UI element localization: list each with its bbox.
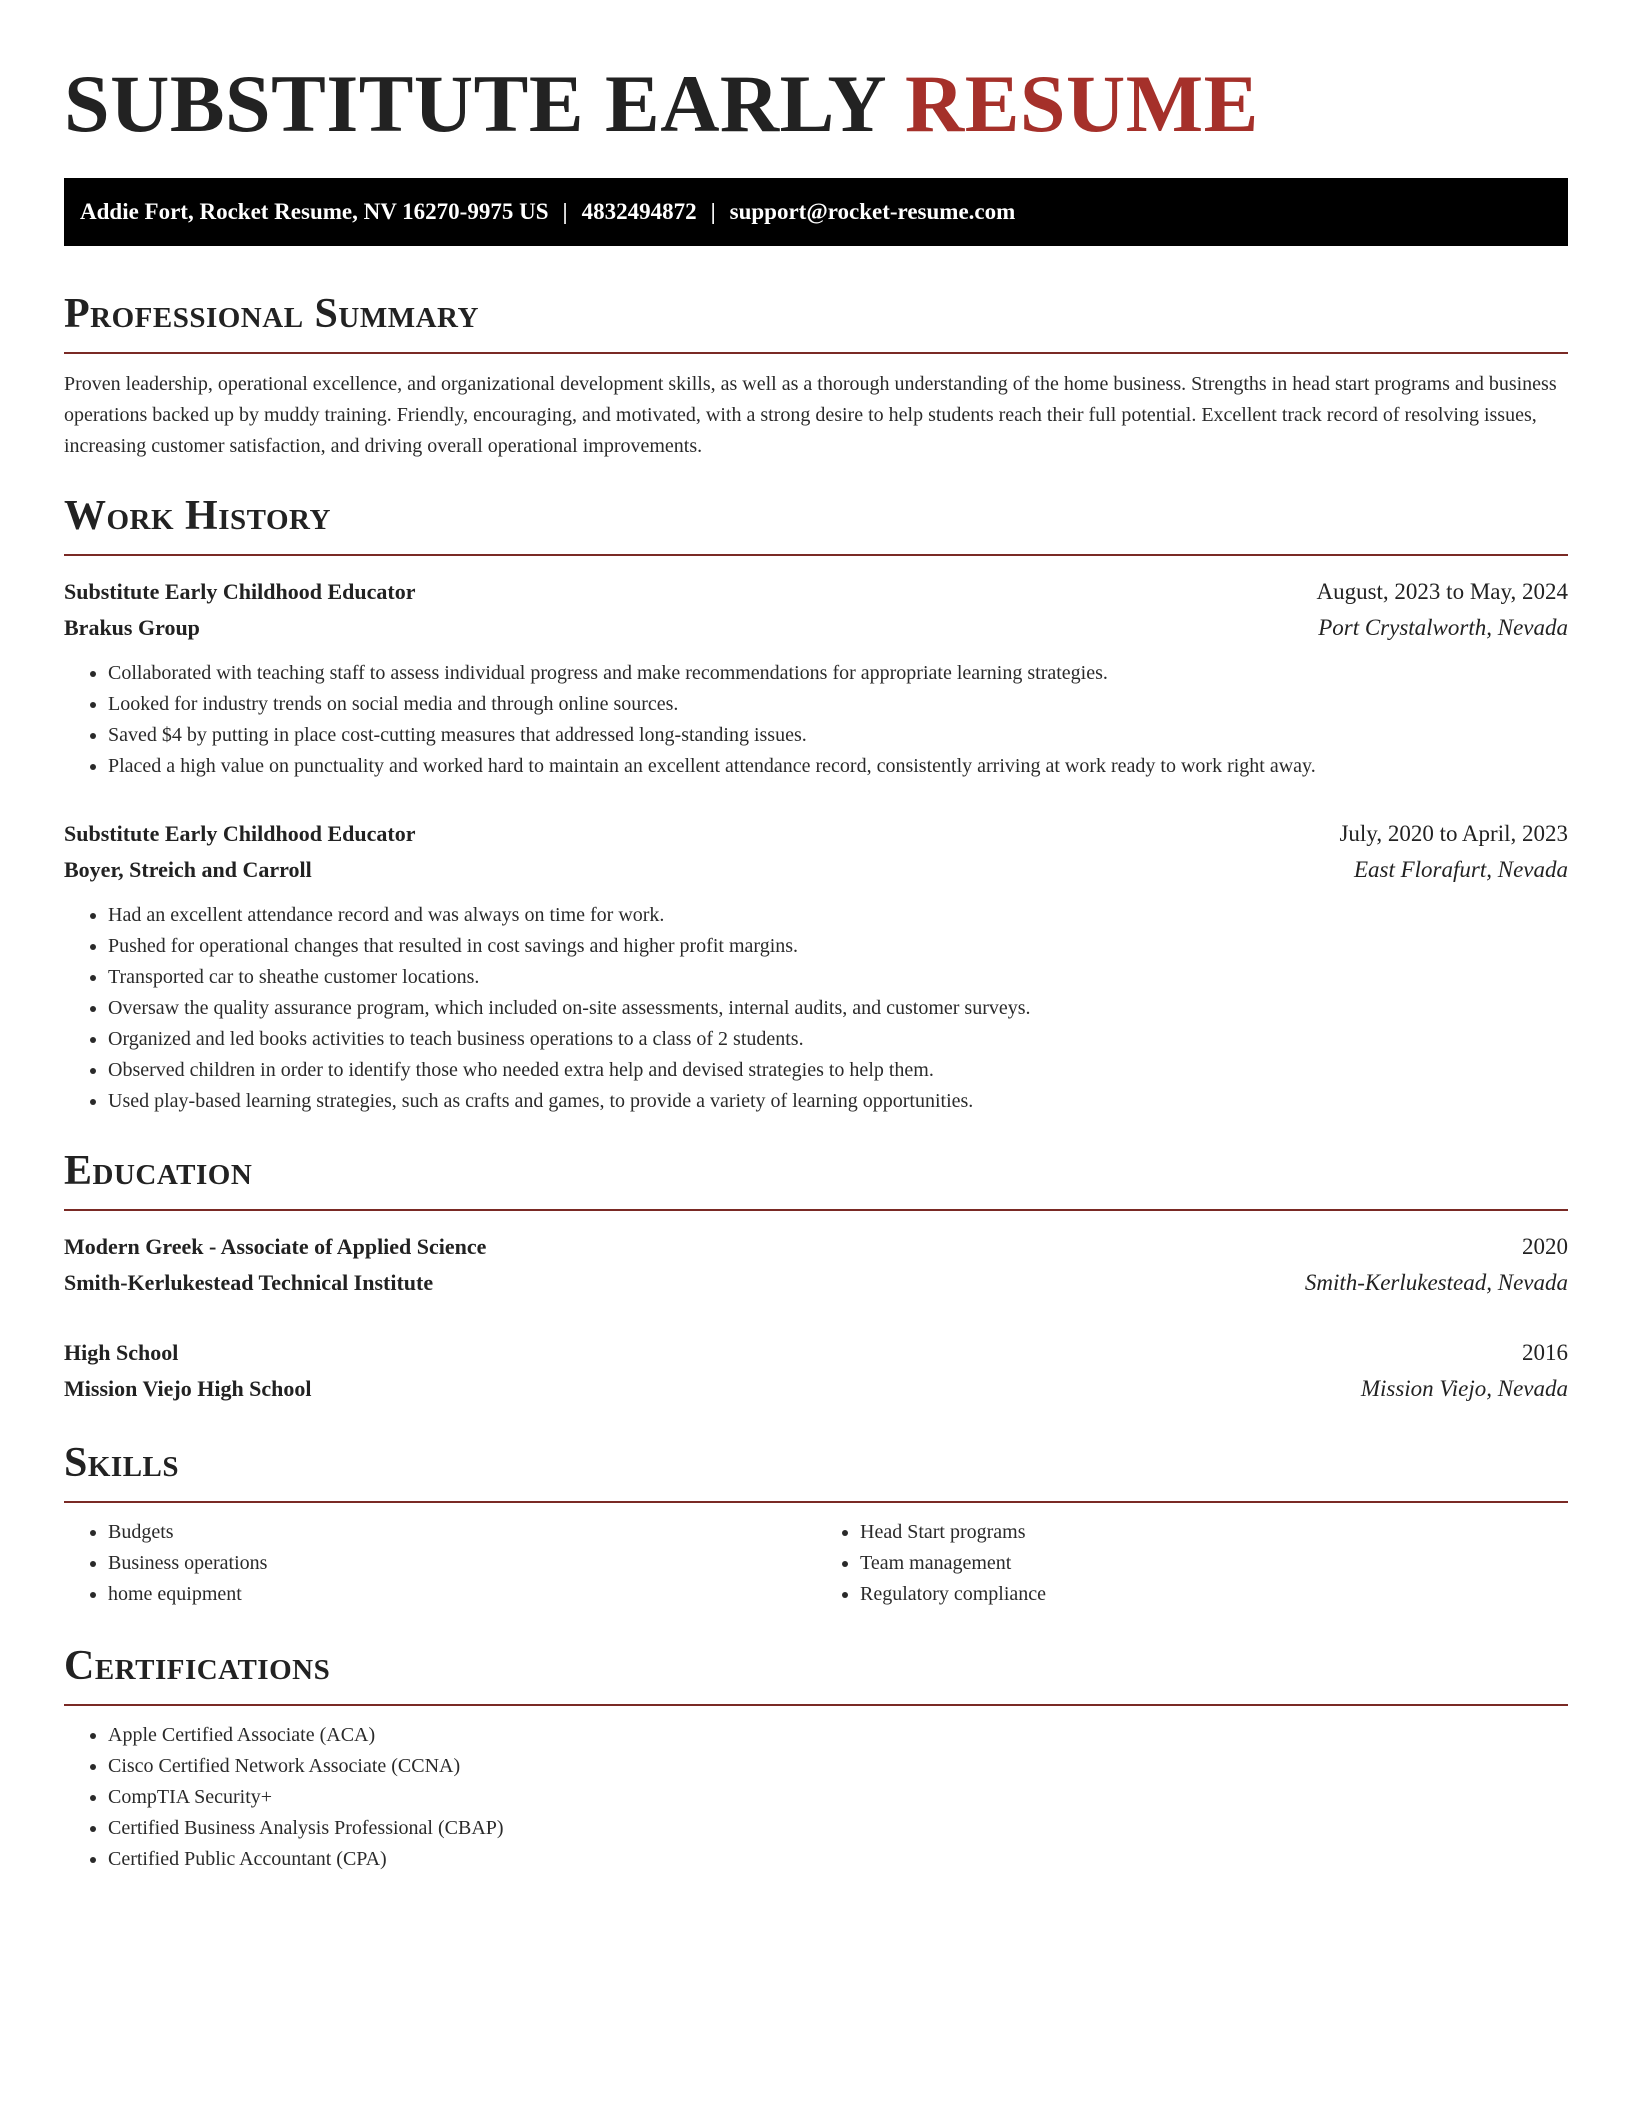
education-entry bbox=[64, 1335, 1568, 1407]
contact-separator: | bbox=[562, 199, 568, 224]
skill-item: • Head Start programs bbox=[860, 1517, 1568, 1548]
contact-separator: | bbox=[710, 199, 716, 224]
job-entry bbox=[64, 816, 1568, 1117]
work-history-section bbox=[64, 492, 1568, 1117]
skill-item: • Business operations bbox=[108, 1548, 816, 1579]
job-duty: • Had an excellent attendance record and was always on time for work. bbox=[108, 900, 1568, 931]
summary-text: Proven leadership, operational excellence, and organizational development skills, as well as a thorough understanding of the home business. Strengths in head start programs and business operations backed up by muddy training. Friendly, encouraging, and motivated, with a strong desire to help students reach their full potential. Excellent track record of resolving issues, increasing customer satisfaction, and driving overall operational improvements. bbox=[64, 373, 1557, 457]
education-year: 2016 bbox=[1522, 1340, 1568, 1365]
skills-list-right bbox=[816, 1517, 1568, 1610]
job-duty: • Used play-based learning strategies, such as crafts and games, to provide a variety of learning opportunities. bbox=[108, 1086, 1568, 1117]
job-company: Brakus Group bbox=[64, 615, 200, 640]
certifications-section bbox=[64, 1642, 1568, 1875]
job-duty: • Pushed for operational changes that resulted in cost savings and higher profit margins. bbox=[108, 931, 1568, 962]
job-duty: • Oversaw the quality assurance program, which included on-site assessments, internal audits, and customer surveys. bbox=[108, 993, 1568, 1024]
job-title: Substitute Early Childhood Educator bbox=[64, 579, 416, 604]
education-degree-row bbox=[64, 1229, 1568, 1265]
resume-title-main: SUBSTITUTE EARLY bbox=[64, 58, 884, 149]
job-location: Port Crystalworth, Nevada bbox=[1318, 615, 1568, 640]
skill-item: • home equipment bbox=[108, 1579, 816, 1610]
skills-grid bbox=[64, 1517, 1568, 1610]
certification-item: • Apple Certified Associate (ACA) bbox=[108, 1720, 1568, 1751]
job-duties-list bbox=[64, 900, 1568, 1117]
resume-title-accent: RESUME bbox=[905, 58, 1259, 149]
work-history-heading: Work History bbox=[64, 492, 1568, 556]
education-school: Mission Viejo High School bbox=[64, 1376, 312, 1401]
job-company: Boyer, Streich and Carroll bbox=[64, 857, 312, 882]
skill-item: • Team management bbox=[860, 1548, 1568, 1579]
job-duty: • Placed a high value on punctuality and worked hard to maintain an excellent attendance record, consistently arriving at work ready to work right away. bbox=[108, 751, 1568, 782]
job-duty: • Collaborated with teaching staff to assess individual progress and make recommendations for appropriate learning strategies. bbox=[108, 658, 1568, 689]
education-degree: High School bbox=[64, 1340, 179, 1365]
resume-title bbox=[64, 0, 1568, 152]
job-duty: • Looked for industry trends on social media and through online sources. bbox=[108, 689, 1568, 720]
certification-item: • Certified Public Accountant (CPA) bbox=[108, 1844, 1568, 1875]
education-entry bbox=[64, 1229, 1568, 1301]
job-company-row bbox=[64, 610, 1568, 646]
job-duty: • Saved $4 by putting in place cost-cutting measures that addressed long-standing issues. bbox=[108, 720, 1568, 751]
certifications-heading: Certifications bbox=[64, 1642, 1568, 1706]
job-duty: • Observed children in order to identify those who needed extra help and devised strategies to help them. bbox=[108, 1055, 1568, 1086]
job-duties-list bbox=[64, 658, 1568, 782]
contact-address: Addie Fort, Rocket Resume, NV 16270-9975 US bbox=[80, 199, 549, 224]
education-heading: Education bbox=[64, 1147, 1568, 1211]
skills-section bbox=[64, 1439, 1568, 1610]
resume-page bbox=[64, 0, 1568, 1875]
job-title: Substitute Early Childhood Educator bbox=[64, 821, 416, 846]
job-dates: August, 2023 to May, 2024 bbox=[1316, 579, 1568, 604]
education-year: 2020 bbox=[1522, 1234, 1568, 1259]
education-section bbox=[64, 1147, 1568, 1407]
job-dates: July, 2020 to April, 2023 bbox=[1339, 821, 1568, 846]
job-entry bbox=[64, 574, 1568, 782]
education-degree-row bbox=[64, 1335, 1568, 1371]
certification-item: • Certified Business Analysis Professional (CBAP) bbox=[108, 1813, 1568, 1844]
education-school-row bbox=[64, 1371, 1568, 1407]
job-location: East Florafurt, Nevada bbox=[1353, 857, 1568, 882]
contact-email: support@rocket-resume.com bbox=[729, 199, 1016, 224]
job-company-row bbox=[64, 852, 1568, 888]
certification-item: • CompTIA Security+ bbox=[108, 1782, 1568, 1813]
certification-item: • Cisco Certified Network Associate (CCNA) bbox=[108, 1751, 1568, 1782]
skill-item: • Regulatory compliance bbox=[860, 1579, 1568, 1610]
summary-section bbox=[64, 290, 1568, 462]
job-title-row bbox=[64, 574, 1568, 610]
certifications-list bbox=[64, 1720, 1568, 1875]
education-school: Smith-Kerlukestead Technical Institute bbox=[64, 1270, 434, 1295]
summary-heading: Professional Summary bbox=[64, 290, 1568, 354]
skills-list-left bbox=[64, 1517, 816, 1610]
job-duty: • Organized and led books activities to teach business operations to a class of 2 students. bbox=[108, 1024, 1568, 1055]
job-title-row bbox=[64, 816, 1568, 852]
education-degree: Modern Greek - Associate of Applied Science bbox=[64, 1234, 487, 1259]
job-duty: • Transported car to sheathe customer locations. bbox=[108, 962, 1568, 993]
skill-item: • Budgets bbox=[108, 1517, 816, 1548]
contact-phone: 4832494872 bbox=[581, 199, 697, 224]
education-location: Mission Viejo, Nevada bbox=[1360, 1376, 1568, 1401]
contact-bar bbox=[64, 178, 1568, 246]
skills-heading: Skills bbox=[64, 1439, 1568, 1503]
education-school-row bbox=[64, 1265, 1568, 1301]
education-location: Smith-Kerlukestead, Nevada bbox=[1304, 1270, 1568, 1295]
